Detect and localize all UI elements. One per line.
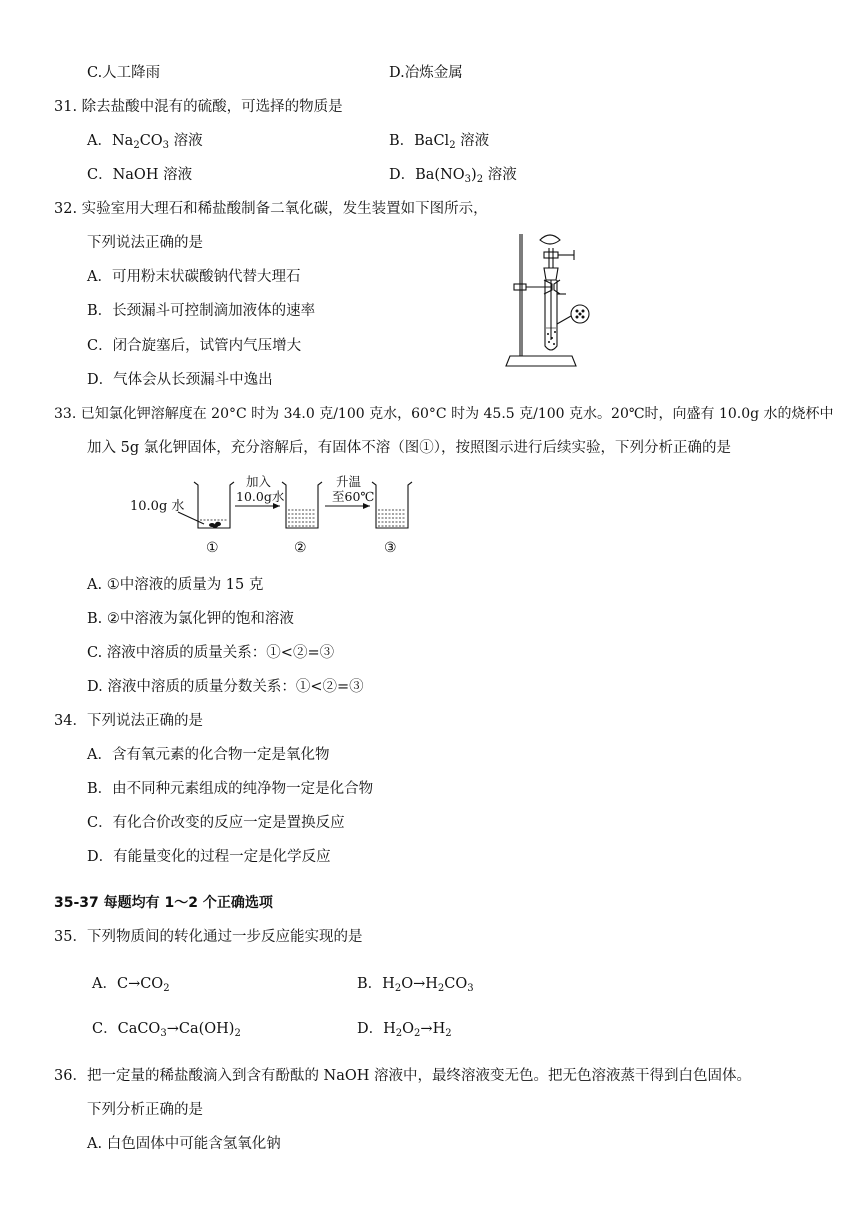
beaker-experiment-figure	[120, 470, 420, 570]
question-36-stem: 36．把一定量的稀盐酸滴入到含有酚酞的 NaOH 溶液中，最终溶液变无色。把无色溶液蒸干得到白色固体。	[54, 1068, 752, 1084]
section-header: 35-37 每题均有 1～2 个正确选项	[54, 895, 273, 911]
figure-number-2: ②	[294, 540, 307, 556]
question-33-stem-2: 加入 5g 氯化钾固体，充分溶解后，有固体不溶（图①），按照图示进行后续实验，下列分析正确的是	[87, 440, 731, 456]
figure-heat-temp-label: 至60℃	[332, 489, 375, 504]
question-33-stem: 33. 已知氯化钾溶解度在 20°C 时为 34.0 克/100 克水，60°C 时为 45.5 克/100 克水。20℃时，向盛有 10.0g 水的烧杯中	[54, 406, 834, 422]
q34-option-d: D．有能量变化的过程一定是化学反应	[87, 849, 331, 865]
q33-option-c: C. 溶液中溶质的质量关系：①<②=③	[87, 645, 335, 661]
q35-option-a: A．$C\to CO_2$	[92, 976, 170, 994]
question-34-stem: 34．下列说法正确的是	[54, 713, 203, 729]
figure-add-amount-label: 10.0g水	[236, 489, 285, 504]
figure-number-1: ①	[206, 540, 219, 556]
q31-option-a: A．$Na_2CO_3$ 溶液	[87, 133, 203, 151]
option-c: C.人工降雨	[87, 65, 161, 81]
q34-option-c: C．有化合价改变的反应一定是置换反应	[87, 815, 345, 831]
q33-option-a: A. ①中溶液的质量为 15 克	[87, 577, 264, 593]
q32-option-d: D．气体会从长颈漏斗中逸出	[87, 372, 273, 388]
q33-option-b: B. ②中溶液为氯化钾的饱和溶液	[87, 611, 294, 627]
gas-generator-apparatus-figure	[500, 228, 610, 376]
q31-option-c: C．NaOH 溶液	[87, 167, 193, 183]
q31-option-b: B．BaCl$_2$ 溶液	[389, 133, 490, 151]
q31-option-d: D．$Ba(NO_3)_2$ 溶液	[389, 167, 517, 185]
question-32-stem: 32. 实验室用大理石和稀盐酸制备二氧化碳，发生装置如下图所示，	[54, 201, 488, 217]
question-36-stem-2: 下列分析正确的是	[87, 1102, 203, 1118]
figure-number-3: ③	[384, 540, 397, 556]
q33-option-d: D. 溶液中溶质的质量分数关系：①<②=③	[87, 679, 364, 695]
q34-option-b: B．由不同种元素组成的纯净物一定是化合物	[87, 781, 374, 797]
question-32-stem-2: 下列说法正确的是	[87, 235, 203, 251]
q35-option-c: C．$CaCO_3\to Ca(OH)_2$	[92, 1021, 241, 1039]
q34-option-a: A．含有氧元素的化合物一定是氧化物	[87, 747, 330, 763]
q32-option-a: A．可用粉末状碳酸钠代替大理石	[87, 269, 301, 285]
q32-option-c: C．闭合旋塞后，试管内气压增大	[87, 338, 302, 354]
figure-heat-label: 升温	[336, 474, 362, 489]
figure-water-label: 10.0g 水	[130, 499, 185, 514]
q35-option-b: B．$H_2O\to H_2CO_3$	[357, 976, 474, 994]
question-35-stem: 35．下列物质间的转化通过一步反应能实现的是	[54, 929, 363, 945]
q36-option-a: A. 白色固体中可能含氢氧化钠	[87, 1136, 281, 1152]
q35-option-d: D．$H_2O_2\to H_2$	[357, 1021, 452, 1039]
q32-option-b: B．长颈漏斗可控制滴加液体的速率	[87, 303, 316, 319]
question-31-stem: 31. 除去盐酸中混有的硫酸，可选择的物质是	[54, 99, 343, 115]
option-d: D.冶炼金属	[389, 65, 463, 81]
figure-add-label: 加入	[246, 474, 272, 489]
